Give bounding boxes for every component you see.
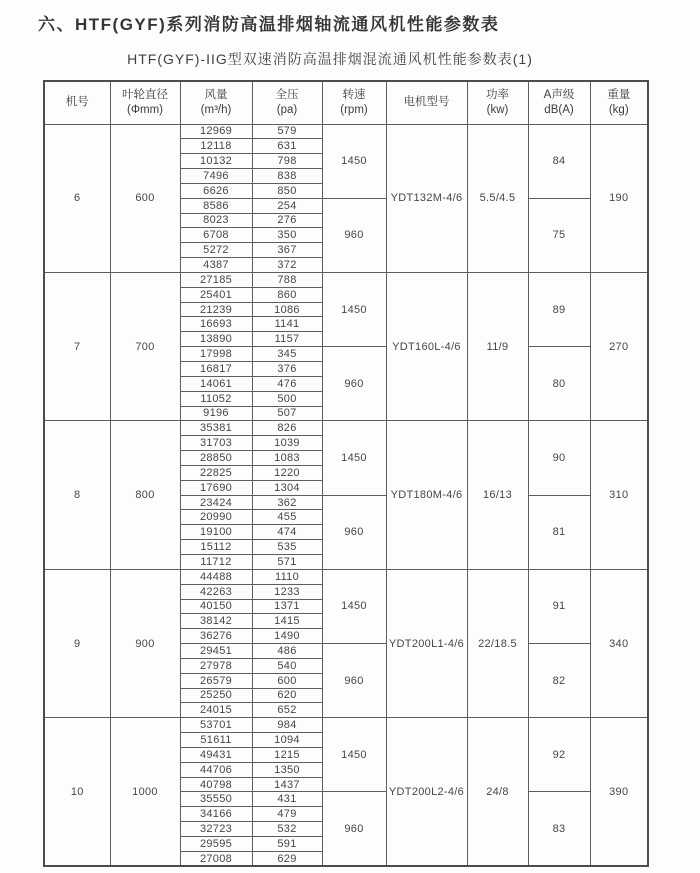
- airflow-cell: 36276: [180, 629, 252, 644]
- pressure-cell: 571: [252, 554, 322, 569]
- column-header-1: 叶轮直径 (Φmm): [110, 81, 180, 124]
- airflow-cell: 17690: [180, 480, 252, 495]
- machine-no-cell: 9: [44, 569, 110, 717]
- airflow-cell: 40798: [180, 777, 252, 792]
- pressure-cell: 860: [252, 287, 322, 302]
- pressure-cell: 254: [252, 198, 322, 213]
- pressure-cell: 345: [252, 347, 322, 362]
- pressure-cell: 798: [252, 154, 322, 169]
- airflow-cell: 29595: [180, 837, 252, 852]
- column-header-8: 重量 (kg): [590, 81, 648, 124]
- airflow-cell: 10132: [180, 154, 252, 169]
- sound-level-cell: 90: [528, 421, 590, 495]
- column-header-3: 全压 (pa): [252, 81, 322, 124]
- airflow-cell: 16693: [180, 317, 252, 332]
- airflow-cell: 44706: [180, 762, 252, 777]
- airflow-cell: 21239: [180, 302, 252, 317]
- header-row: [44, 81, 648, 124]
- pressure-cell: 1304: [252, 480, 322, 495]
- pressure-cell: 507: [252, 406, 322, 421]
- rpm-cell: 960: [322, 495, 386, 569]
- airflow-cell: 35381: [180, 421, 252, 436]
- sound-level-cell: 82: [528, 644, 590, 718]
- column-header-6: 功率 (kw): [467, 81, 528, 124]
- airflow-cell: 8586: [180, 198, 252, 213]
- pressure-cell: 350: [252, 228, 322, 243]
- airflow-cell: 16817: [180, 362, 252, 377]
- rpm-cell: 960: [322, 347, 386, 421]
- pressure-cell: 984: [252, 718, 322, 733]
- pressure-cell: 476: [252, 376, 322, 391]
- airflow-cell: 27978: [180, 658, 252, 673]
- sound-level-cell: 91: [528, 569, 590, 643]
- sound-level-cell: 75: [528, 198, 590, 272]
- pressure-cell: 455: [252, 510, 322, 525]
- airflow-cell: 11712: [180, 554, 252, 569]
- sound-level-cell: 84: [528, 124, 590, 198]
- airflow-cell: 11052: [180, 391, 252, 406]
- airflow-cell: 40150: [180, 599, 252, 614]
- pressure-cell: 535: [252, 540, 322, 555]
- airflow-cell: 25401: [180, 287, 252, 302]
- airflow-cell: 6626: [180, 183, 252, 198]
- column-header-2: 风量 (m³/h): [180, 81, 252, 124]
- sound-level-cell: 89: [528, 272, 590, 346]
- rpm-cell: 1450: [322, 272, 386, 346]
- pressure-cell: 600: [252, 673, 322, 688]
- pressure-cell: 376: [252, 362, 322, 377]
- airflow-cell: 19100: [180, 525, 252, 540]
- column-header-4: 转速 (rpm): [322, 81, 386, 124]
- airflow-cell: 13890: [180, 332, 252, 347]
- airflow-cell: 34166: [180, 807, 252, 822]
- pressure-cell: 631: [252, 139, 322, 154]
- table-row: [44, 569, 648, 584]
- motor-model-cell: YDT160L-4/6: [386, 272, 467, 420]
- pressure-cell: 850: [252, 183, 322, 198]
- column-header-0: 机号: [44, 81, 110, 124]
- pressure-cell: 1141: [252, 317, 322, 332]
- table-subtitle: HTF(GYF)-IIG型双速消防高温排烟混流通风机性能参数表(1): [127, 51, 533, 67]
- airflow-cell: 22825: [180, 465, 252, 480]
- airflow-cell: 53701: [180, 718, 252, 733]
- pressure-cell: 1371: [252, 599, 322, 614]
- airflow-cell: 51611: [180, 733, 252, 748]
- diameter-cell: 700: [110, 272, 180, 420]
- pressure-cell: 591: [252, 837, 322, 852]
- pressure-cell: 1110: [252, 569, 322, 584]
- pressure-cell: 1437: [252, 777, 322, 792]
- airflow-cell: 49431: [180, 747, 252, 762]
- pressure-cell: 1094: [252, 733, 322, 748]
- airflow-cell: 27008: [180, 851, 252, 866]
- rpm-cell: 960: [322, 198, 386, 272]
- airflow-cell: 15112: [180, 540, 252, 555]
- column-header-7: A声级 dB(A): [528, 81, 590, 124]
- pressure-cell: 1086: [252, 302, 322, 317]
- motor-model-cell: YDT200L1-4/6: [386, 569, 467, 717]
- diameter-cell: 1000: [110, 718, 180, 866]
- table-row: [44, 421, 648, 436]
- airflow-cell: 6708: [180, 228, 252, 243]
- performance-table: [43, 80, 649, 867]
- pressure-cell: 500: [252, 391, 322, 406]
- airflow-cell: 9196: [180, 406, 252, 421]
- airflow-cell: 17998: [180, 347, 252, 362]
- airflow-cell: 29451: [180, 644, 252, 659]
- pressure-cell: 532: [252, 822, 322, 837]
- airflow-cell: 42263: [180, 584, 252, 599]
- pressure-cell: 1083: [252, 451, 322, 466]
- power-cell: 16/13: [467, 421, 528, 569]
- pressure-cell: 479: [252, 807, 322, 822]
- diameter-cell: 900: [110, 569, 180, 717]
- weight-cell: 310: [590, 421, 648, 569]
- airflow-cell: 5272: [180, 243, 252, 258]
- pressure-cell: 1220: [252, 465, 322, 480]
- pressure-cell: 1490: [252, 629, 322, 644]
- pressure-cell: 620: [252, 688, 322, 703]
- pressure-cell: 838: [252, 169, 322, 184]
- rpm-cell: 1450: [322, 421, 386, 495]
- airflow-cell: 4387: [180, 258, 252, 273]
- airflow-cell: 12118: [180, 139, 252, 154]
- power-cell: 5.5/4.5: [467, 124, 528, 272]
- airflow-cell: 35550: [180, 792, 252, 807]
- airflow-cell: 12969: [180, 124, 252, 139]
- pressure-cell: 474: [252, 525, 322, 540]
- airflow-cell: 31703: [180, 436, 252, 451]
- rpm-cell: 1450: [322, 718, 386, 792]
- power-cell: 22/18.5: [467, 569, 528, 717]
- table-body: [44, 124, 648, 866]
- pressure-cell: 1350: [252, 762, 322, 777]
- pressure-cell: 1233: [252, 584, 322, 599]
- motor-model-cell: YDT180M-4/6: [386, 421, 467, 569]
- table-row: [44, 718, 648, 733]
- airflow-cell: 32723: [180, 822, 252, 837]
- column-header-5: 电机型号: [386, 81, 467, 124]
- pressure-cell: 372: [252, 258, 322, 273]
- pressure-cell: 362: [252, 495, 322, 510]
- rpm-cell: 1450: [322, 124, 386, 198]
- rpm-cell: 1450: [322, 569, 386, 643]
- pressure-cell: 1157: [252, 332, 322, 347]
- pressure-cell: 826: [252, 421, 322, 436]
- motor-model-cell: YDT132M-4/6: [386, 124, 467, 272]
- motor-model-cell: YDT200L2-4/6: [386, 718, 467, 866]
- weight-cell: 270: [590, 272, 648, 420]
- airflow-cell: 20990: [180, 510, 252, 525]
- sound-level-cell: 92: [528, 718, 590, 792]
- pressure-cell: 788: [252, 272, 322, 287]
- diameter-cell: 800: [110, 421, 180, 569]
- airflow-cell: 14061: [180, 376, 252, 391]
- rpm-cell: 960: [322, 792, 386, 866]
- power-cell: 11/9: [467, 272, 528, 420]
- pressure-cell: 652: [252, 703, 322, 718]
- pressure-cell: 486: [252, 644, 322, 659]
- airflow-cell: 38142: [180, 614, 252, 629]
- weight-cell: 340: [590, 569, 648, 717]
- airflow-cell: 8023: [180, 213, 252, 228]
- machine-no-cell: 6: [44, 124, 110, 272]
- pressure-cell: 431: [252, 792, 322, 807]
- pressure-cell: 540: [252, 658, 322, 673]
- sound-level-cell: 81: [528, 495, 590, 569]
- airflow-cell: 27185: [180, 272, 252, 287]
- airflow-cell: 7496: [180, 169, 252, 184]
- power-cell: 24/8: [467, 718, 528, 866]
- table-header: [44, 81, 648, 124]
- pressure-cell: 1039: [252, 436, 322, 451]
- sound-level-cell: 83: [528, 792, 590, 866]
- table-row: [44, 124, 648, 139]
- machine-no-cell: 8: [44, 421, 110, 569]
- pressure-cell: 1415: [252, 614, 322, 629]
- airflow-cell: 44488: [180, 569, 252, 584]
- airflow-cell: 23424: [180, 495, 252, 510]
- machine-no-cell: 7: [44, 272, 110, 420]
- sound-level-cell: 80: [528, 347, 590, 421]
- pressure-cell: 1215: [252, 747, 322, 762]
- rpm-cell: 960: [322, 644, 386, 718]
- machine-no-cell: 10: [44, 718, 110, 866]
- diameter-cell: 600: [110, 124, 180, 272]
- airflow-cell: 25250: [180, 688, 252, 703]
- pressure-cell: 629: [252, 851, 322, 866]
- pressure-cell: 579: [252, 124, 322, 139]
- table-row: [44, 272, 648, 287]
- airflow-cell: 24015: [180, 703, 252, 718]
- airflow-cell: 28850: [180, 451, 252, 466]
- page-title: 六、HTF(GYF)系列消防高温排烟轴流通风机性能参数表: [38, 15, 500, 34]
- pressure-cell: 276: [252, 213, 322, 228]
- pressure-cell: 367: [252, 243, 322, 258]
- weight-cell: 190: [590, 124, 648, 272]
- weight-cell: 390: [590, 718, 648, 866]
- airflow-cell: 26579: [180, 673, 252, 688]
